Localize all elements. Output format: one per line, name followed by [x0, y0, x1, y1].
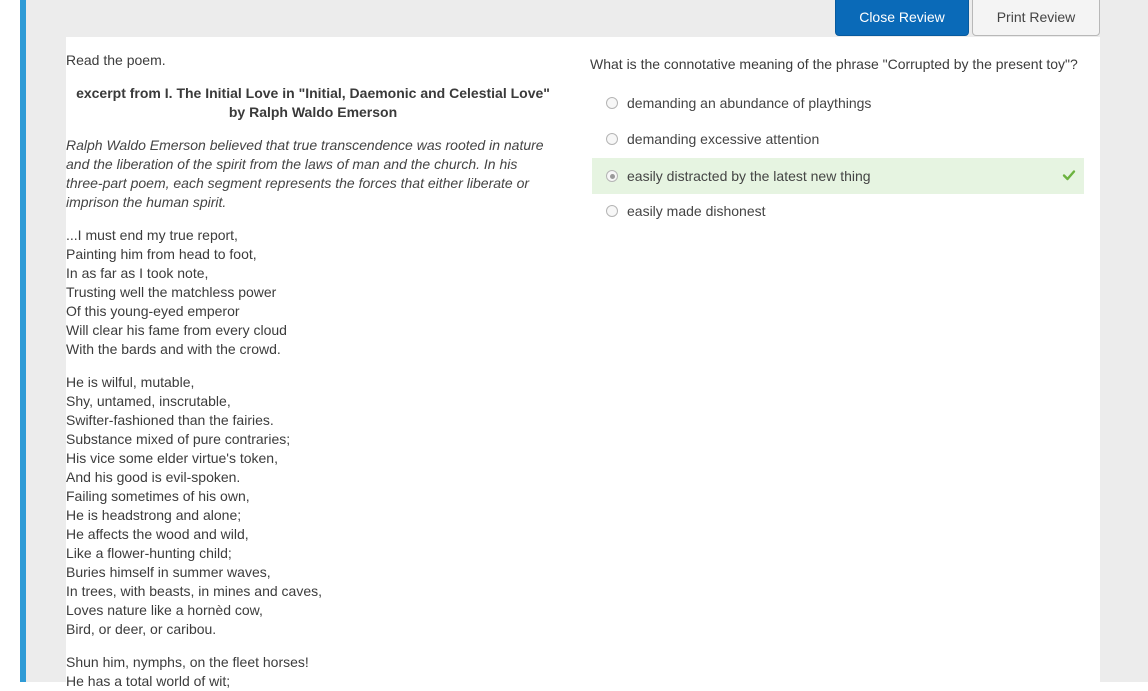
answer-option-4[interactable]: [592, 193, 1084, 229]
poem-stanza: [66, 653, 556, 691]
poem-line: Substance mixed of pure contraries;: [66, 431, 291, 447]
poem-stanza: [66, 373, 556, 639]
answer-option-label: demanding excessive attention: [627, 131, 820, 147]
poem-line: Shun him, nymphs, on the fleet horses!: [66, 654, 309, 670]
poem-line: Shy, untamed, inscrutable,: [66, 393, 231, 409]
poem-line: Failing sometimes of his own,: [66, 488, 250, 504]
poem-line: He is headstrong and alone;: [66, 507, 242, 523]
poem-line: His vice some elder virtue's token,: [66, 450, 278, 466]
poem-line: Loves nature like a hornèd cow,: [66, 602, 263, 618]
poem-line: Of this young-eyed emperor: [66, 303, 240, 319]
passage-intro: Read the poem.: [66, 52, 166, 68]
answer-option-3[interactable]: [592, 158, 1084, 194]
poem-line: Trusting well the matchless power: [66, 284, 277, 300]
poem-stanza: [66, 226, 556, 359]
answer-option-label: demanding an abundance of playthings: [627, 95, 872, 111]
radio-button-selected[interactable]: [606, 170, 618, 182]
question-panel: [66, 37, 1100, 689]
answer-option-label: easily made dishonest: [627, 203, 766, 219]
radio-button[interactable]: [606, 133, 618, 145]
poem-line: In trees, with beasts, in mines and caves,: [66, 583, 323, 599]
answer-option-label: easily distracted by the latest new thing: [627, 168, 871, 184]
close-review-button[interactable]: Close Review: [835, 0, 969, 36]
poem-line: Painting him from head to foot,: [66, 246, 257, 262]
poem-line: Like a flower-hunting child;: [66, 545, 232, 561]
poem-line: Bird, or deer, or caribou.: [66, 621, 217, 637]
poem-line: He is wilful, mutable,: [66, 374, 195, 390]
answer-option-2[interactable]: [592, 121, 1084, 157]
poem-line: And his good is evil-spoken.: [66, 469, 241, 485]
answer-option-1[interactable]: [592, 85, 1084, 121]
poem-line: With the bards and with the crowd.: [66, 341, 281, 357]
radio-button[interactable]: [606, 205, 618, 217]
accent-bar: [20, 0, 26, 682]
checkmark-icon: [1062, 168, 1076, 182]
poem-line: In as far as I took note,: [66, 265, 209, 281]
poem-line: Swifter-fashioned than the fairies.: [66, 412, 274, 428]
poem-line: He affects the wood and wild,: [66, 526, 249, 542]
poem-line: Will clear his fame from every cloud: [66, 322, 287, 338]
question-text: What is the connotative meaning of the phrase "Corrupted by the present toy"?: [590, 56, 1078, 72]
print-review-button[interactable]: Print Review: [972, 0, 1100, 36]
poem-line: Buries himself in summer waves,: [66, 564, 271, 580]
passage-context: Ralph Waldo Emerson believed that true transcendence was rooted in nature and the liberation of the spirit from the laws of man and the church. In his three-part poem, each segment represents the forces that either liberate or imprison the human spirit.: [66, 137, 544, 210]
poem-line: He has a total world of wit;: [66, 673, 231, 689]
radio-button[interactable]: [606, 97, 618, 109]
passage-title: excerpt from I. The Initial Love in "Initial, Daemonic and Celestial Love" by Ralph Waldo Emerson: [76, 85, 550, 120]
poem-line: ...I must end my true report,: [66, 227, 238, 243]
